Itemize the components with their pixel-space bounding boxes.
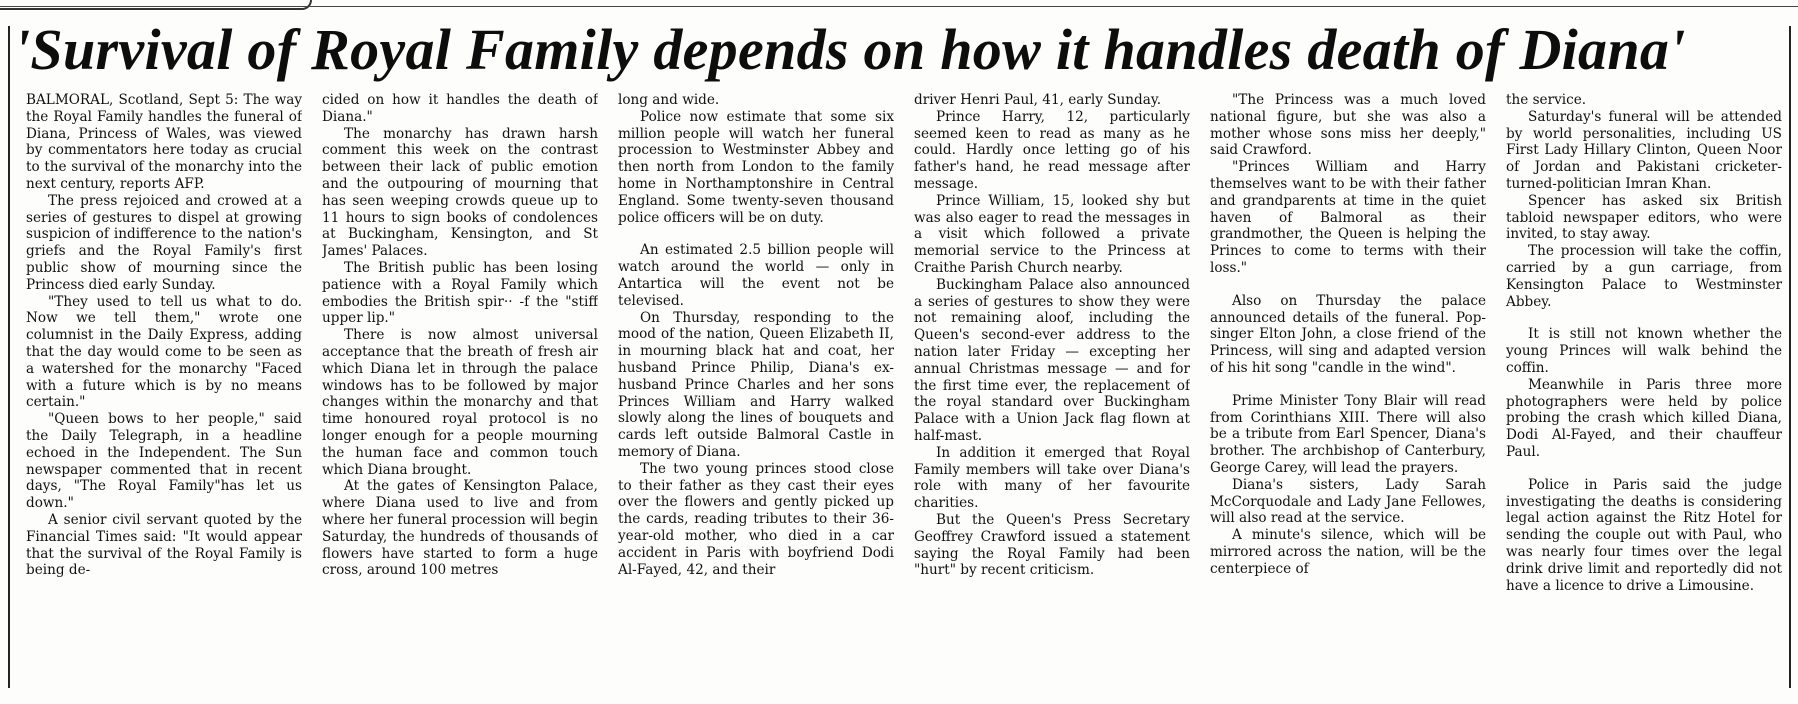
paragraph: On Thursday, responding to the mood of the nation, Queen Elizabeth II, in mourning black hat and coat, her husband Prince Philip, Diana's ex-husband Prince Charles and her sons Princes William and Harry walked slowly along the lines of bouquets and cards left outside Balmoral Castle in memory of Diana. <box>618 309 894 460</box>
paragraph: A senior civil servant quoted by the Financial Times said: "It would appear that the survival of the Royal Family is being de- <box>26 511 302 579</box>
paragraph: Meanwhile in Paris three more photographers were held by police probing the crash which killed Diana, Dodi Al-Fayed, and their chauffeur Paul. <box>1506 376 1782 460</box>
paragraph: "They used to tell us what to do. Now we tell them," wrote one columnist in the Daily Express, adding that the day would come to be seen as a watershed for the monarchy "Faced with a future which is by no means certain." <box>26 293 302 411</box>
paragraph: Prince William, 15, looked shy but was also eager to read the messages in a visit which followed a private memorial service to the Princess at Craithe Parish Church nearby. <box>914 192 1190 276</box>
paragraph-continued: long and wide. <box>618 92 720 108</box>
paragraph: It is still not known whether the young Princes will walk behind the coffin. <box>1506 326 1782 376</box>
paragraph: Also on Thursday the palace announced details of the funeral. Pop-singer Elton John, a close friend of the Princess, will sing and adapted version of his hit song "candle in the wind". <box>1210 292 1486 376</box>
paragraph: "Queen bows to her people," said the Daily Telegraph, in a headline echoed in the Independent. The Sun newspaper commented that in recent days, "The Royal Family"has let us down." <box>26 411 302 512</box>
paragraph: Saturday's funeral will be attended by world personalities, including US First Lady Hillary Clinton, Queen Noor of Jordan and Pakistani cricketer-turned-politician Imran Khan. <box>1506 108 1782 192</box>
headline: 'Survival of Royal Family depends on how it handles death of Diana' <box>14 17 1686 82</box>
paragraph: At the gates of Kensington Palace, where Diana used to live and from where her funeral procession will begin Saturday, the hundreds of thousands of flowers have started to form a huge cross, around 100 metres <box>322 478 598 579</box>
article-body <box>26 92 1782 694</box>
article-column-6 <box>1506 92 1782 694</box>
article-column-1 <box>26 92 302 694</box>
top-rule <box>0 6 1798 7</box>
paragraph: The press rejoiced and crowed at a series of gestures to dispel at growing suspicion of indifference to the nation's griefs and the Royal Family's first public show of mourning since the Princess died early Sunday. <box>26 192 302 293</box>
article-column-2 <box>322 92 598 694</box>
paragraph: A minute's silence, which will be mirrored across the nation, will be the centerpiece of <box>1210 527 1486 577</box>
paragraph: "Princes William and Harry themselves want to be with their father and grandparents at time in the quiet haven of Balmoral as their grandmother, the Queen is helping the Princes to come to terms with their loss." <box>1210 159 1486 276</box>
paragraph: In addition it emerged that Royal Family members will take over Diana's role with many of her favourite charities. <box>914 444 1190 512</box>
article-column-4 <box>914 92 1190 694</box>
paragraph: But the Queen's Press Secretary Geoffrey Crawford issued a statement saying the Royal Family had been "hurt" by recent criticism. <box>914 511 1190 579</box>
paragraph-continued: cided on how it handles the death of Diana." <box>322 92 598 125</box>
paragraph: There is now almost universal acceptance that the breath of fresh air which Diana let in through the palace windows has to be followed by major changes within the monarchy and that time honoured royal protocol is no longer enough for a people mourning the human face and common touch which Diana brought. <box>322 327 598 478</box>
article-column-5 <box>1210 92 1486 694</box>
paragraph: Police in Paris said the judge investigating the deaths is considering legal action against the Ritz Hotel for sending the couple out with Paul, who was nearly four times over the legal drink drive limit and reportedly did not have a licence to drive a Limousine. <box>1506 476 1782 594</box>
paragraph: Prime Minister Tony Blair will read from Corinthians XIII. There will also be a tribute from Earl Spencer, Diana's brother. The archbishop of Canterbury, George Carey, will lead the prayers. <box>1210 392 1486 476</box>
paragraph: Spencer has asked six British tabloid newspaper editors, who were invited, to stay away. <box>1506 192 1782 243</box>
paragraph: An estimated 2.5 billion people will watch around the world — only in Antartica will the event not be televised. <box>618 242 894 309</box>
paragraph: Police now estimate that some six million people will watch her funeral procession to Westminster Abbey and then north from London to the family home in Northamptonshire in Central England. Some twenty-seven thousand police officers will be on duty. <box>618 108 894 226</box>
paragraph: The procession will take the coffin, carried by a gun carriage, from Kensington Palace to Westminster Abbey. <box>1506 243 1782 310</box>
paragraph-continued: the service. <box>1506 92 1587 108</box>
paragraph: Diana's sisters, Lady Sarah McCorquodale and Lady Jane Fellowes, will also read at the service. <box>1210 476 1486 527</box>
paragraph: The British public has been losing patience with a Royal Family which embodies the British spir·· -f the "stiff upper lip." <box>322 259 598 327</box>
paragraph: The monarchy has drawn harsh comment this week on the contrast between their lack of public emotion and the outpouring of mourning that has seen weeping crowds queue up to 11 hours to sign books of condolences at Buckingham, Kensington, and St James' Palaces. <box>322 125 598 260</box>
paragraph: The two young princes stood close to their father as they cast their eyes over the flowers and gently picked up the cards, reading tributes to their 36-year-old mother, who died in a car accident in Paris with boyfriend Dodi Al-Fayed, 42, and their <box>618 460 894 578</box>
paragraph-continued: driver Henri Paul, 41, early Sunday. <box>914 92 1162 108</box>
paragraph: Buckingham Palace also announced a series of gestures to show they were not remaining aloof, including the Queen's second-ever address to the nation later Friday — excepting her annual Christmas message — and for the first time ever, the replacement of the royal standard over Buckingham Palace with a Union Jack flag flown at half-mast. <box>914 276 1190 444</box>
top-corner-rule <box>0 0 312 10</box>
dateline-paragraph: BALMORAL, Scotland, Sept 5: The way the Royal Family handles the funeral of Diana, Princess of Wales, was viewed by commentators here today as crucial to the survival of the monarchy into the next century, reports AFP. <box>26 92 302 192</box>
right-border-rule <box>1789 26 1791 688</box>
left-border-rule <box>8 26 10 688</box>
paragraph: "The Princess was a much loved national figure, but she was also a mother whose sons miss her deeply," said Crawford. <box>1210 92 1486 159</box>
article-column-3 <box>618 92 894 694</box>
paragraph: Prince Harry, 12, particularly seemed keen to read as many as he could. Hardly once letting go of his father's hand, he read message after message. <box>914 108 1190 192</box>
